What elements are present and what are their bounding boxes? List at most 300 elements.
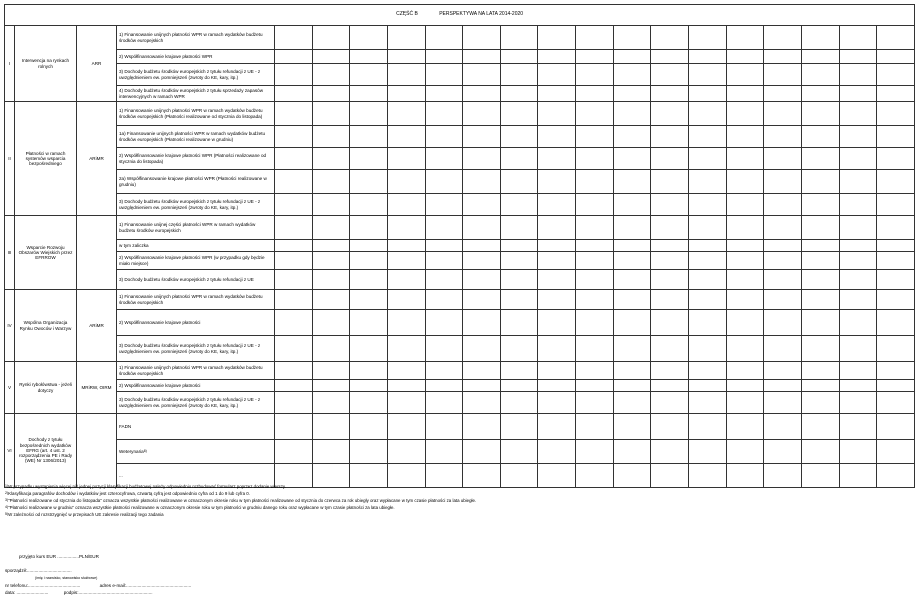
value-cell[interactable] xyxy=(538,126,576,148)
value-cell[interactable] xyxy=(538,362,576,380)
value-cell[interactable] xyxy=(576,194,614,216)
value-cell[interactable] xyxy=(576,86,614,102)
value-cell[interactable] xyxy=(538,252,576,270)
value-cell[interactable] xyxy=(350,440,388,464)
value-cell[interactable] xyxy=(312,148,350,170)
value-cell[interactable] xyxy=(613,310,651,336)
value-cell[interactable] xyxy=(689,440,727,464)
value-cell[interactable] xyxy=(877,86,915,102)
value-cell[interactable] xyxy=(613,252,651,270)
value-cell[interactable] xyxy=(689,126,727,148)
value-cell[interactable] xyxy=(312,336,350,362)
value-cell[interactable] xyxy=(463,216,501,240)
value-cell[interactable] xyxy=(839,336,877,362)
value-cell[interactable] xyxy=(500,216,538,240)
value-cell[interactable] xyxy=(651,64,689,86)
value-cell[interactable] xyxy=(463,252,501,270)
value-cell[interactable] xyxy=(500,50,538,64)
value-cell[interactable] xyxy=(538,440,576,464)
value-cell[interactable] xyxy=(764,290,802,310)
value-cell[interactable] xyxy=(726,392,764,414)
value-cell[interactable] xyxy=(801,148,839,170)
value-cell[interactable] xyxy=(651,170,689,194)
value-cell[interactable] xyxy=(387,102,425,126)
value-cell[interactable] xyxy=(877,440,915,464)
value-cell[interactable] xyxy=(275,64,313,86)
value-cell[interactable] xyxy=(350,414,388,440)
value-cell[interactable] xyxy=(726,440,764,464)
value-cell[interactable] xyxy=(463,26,501,50)
value-cell[interactable] xyxy=(425,392,463,414)
value-cell[interactable] xyxy=(839,86,877,102)
value-cell[interactable] xyxy=(877,194,915,216)
value-cell[interactable] xyxy=(312,252,350,270)
value-cell[interactable] xyxy=(463,50,501,64)
value-cell[interactable] xyxy=(689,290,727,310)
value-cell[interactable] xyxy=(463,392,501,414)
value-cell[interactable] xyxy=(801,86,839,102)
value-cell[interactable] xyxy=(350,336,388,362)
value-cell[interactable] xyxy=(463,380,501,392)
value-cell[interactable] xyxy=(387,336,425,362)
value-cell[interactable] xyxy=(350,102,388,126)
value-cell[interactable] xyxy=(726,86,764,102)
value-cell[interactable] xyxy=(576,126,614,148)
value-cell[interactable] xyxy=(387,380,425,392)
value-cell[interactable] xyxy=(463,194,501,216)
value-cell[interactable] xyxy=(387,26,425,50)
value-cell[interactable] xyxy=(312,126,350,148)
value-cell[interactable] xyxy=(387,392,425,414)
value-cell[interactable] xyxy=(613,362,651,380)
value-cell[interactable] xyxy=(613,216,651,240)
value-cell[interactable] xyxy=(538,290,576,310)
value-cell[interactable] xyxy=(275,440,313,464)
value-cell[interactable] xyxy=(500,290,538,310)
value-cell[interactable] xyxy=(463,270,501,290)
value-cell[interactable] xyxy=(463,362,501,380)
value-cell[interactable] xyxy=(538,414,576,440)
value-cell[interactable] xyxy=(387,148,425,170)
value-cell[interactable] xyxy=(500,170,538,194)
value-cell[interactable] xyxy=(350,310,388,336)
value-cell[interactable] xyxy=(500,414,538,440)
value-cell[interactable] xyxy=(651,26,689,50)
value-cell[interactable] xyxy=(764,240,802,252)
value-cell[interactable] xyxy=(689,194,727,216)
value-cell[interactable] xyxy=(387,270,425,290)
value-cell[interactable] xyxy=(463,102,501,126)
value-cell[interactable] xyxy=(801,240,839,252)
value-cell[interactable] xyxy=(538,148,576,170)
value-cell[interactable] xyxy=(312,310,350,336)
value-cell[interactable] xyxy=(764,126,802,148)
value-cell[interactable] xyxy=(726,216,764,240)
value-cell[interactable] xyxy=(425,240,463,252)
value-cell[interactable] xyxy=(764,440,802,464)
value-cell[interactable] xyxy=(651,310,689,336)
value-cell[interactable] xyxy=(689,64,727,86)
value-cell[interactable] xyxy=(651,336,689,362)
value-cell[interactable] xyxy=(801,170,839,194)
value-cell[interactable] xyxy=(312,380,350,392)
value-cell[interactable] xyxy=(350,148,388,170)
value-cell[interactable] xyxy=(726,126,764,148)
value-cell[interactable] xyxy=(275,26,313,50)
value-cell[interactable] xyxy=(839,148,877,170)
value-cell[interactable] xyxy=(576,362,614,380)
value-cell[interactable] xyxy=(651,270,689,290)
value-cell[interactable] xyxy=(350,362,388,380)
value-cell[interactable] xyxy=(312,216,350,240)
value-cell[interactable] xyxy=(651,148,689,170)
value-cell[interactable] xyxy=(425,216,463,240)
value-cell[interactable] xyxy=(839,440,877,464)
value-cell[interactable] xyxy=(500,252,538,270)
value-cell[interactable] xyxy=(726,170,764,194)
value-cell[interactable] xyxy=(350,50,388,64)
value-cell[interactable] xyxy=(839,310,877,336)
value-cell[interactable] xyxy=(500,64,538,86)
value-cell[interactable] xyxy=(275,362,313,380)
value-cell[interactable] xyxy=(425,310,463,336)
value-cell[interactable] xyxy=(387,50,425,64)
value-cell[interactable] xyxy=(839,392,877,414)
value-cell[interactable] xyxy=(651,194,689,216)
value-cell[interactable] xyxy=(425,270,463,290)
value-cell[interactable] xyxy=(839,290,877,310)
value-cell[interactable] xyxy=(689,310,727,336)
value-cell[interactable] xyxy=(613,86,651,102)
value-cell[interactable] xyxy=(538,86,576,102)
value-cell[interactable] xyxy=(651,414,689,440)
value-cell[interactable] xyxy=(613,170,651,194)
value-cell[interactable] xyxy=(689,148,727,170)
value-cell[interactable] xyxy=(651,440,689,464)
value-cell[interactable] xyxy=(350,252,388,270)
value-cell[interactable] xyxy=(764,194,802,216)
value-cell[interactable] xyxy=(350,216,388,240)
value-cell[interactable] xyxy=(613,126,651,148)
value-cell[interactable] xyxy=(500,392,538,414)
value-cell[interactable] xyxy=(425,380,463,392)
value-cell[interactable] xyxy=(877,170,915,194)
value-cell[interactable] xyxy=(576,102,614,126)
value-cell[interactable] xyxy=(463,126,501,148)
value-cell[interactable] xyxy=(425,64,463,86)
value-cell[interactable] xyxy=(576,170,614,194)
value-cell[interactable] xyxy=(387,440,425,464)
value-cell[interactable] xyxy=(576,310,614,336)
value-cell[interactable] xyxy=(275,170,313,194)
value-cell[interactable] xyxy=(764,170,802,194)
value-cell[interactable] xyxy=(801,392,839,414)
value-cell[interactable] xyxy=(350,86,388,102)
value-cell[interactable] xyxy=(500,310,538,336)
value-cell[interactable] xyxy=(350,270,388,290)
value-cell[interactable] xyxy=(839,170,877,194)
value-cell[interactable] xyxy=(877,380,915,392)
value-cell[interactable] xyxy=(726,362,764,380)
value-cell[interactable] xyxy=(312,362,350,380)
value-cell[interactable] xyxy=(726,252,764,270)
value-cell[interactable] xyxy=(312,64,350,86)
value-cell[interactable] xyxy=(463,240,501,252)
value-cell[interactable] xyxy=(312,392,350,414)
value-cell[interactable] xyxy=(839,362,877,380)
value-cell[interactable] xyxy=(877,102,915,126)
value-cell[interactable] xyxy=(689,216,727,240)
value-cell[interactable] xyxy=(613,290,651,310)
value-cell[interactable] xyxy=(877,310,915,336)
value-cell[interactable] xyxy=(726,336,764,362)
value-cell[interactable] xyxy=(538,392,576,414)
value-cell[interactable] xyxy=(689,240,727,252)
value-cell[interactable] xyxy=(463,310,501,336)
value-cell[interactable] xyxy=(877,392,915,414)
value-cell[interactable] xyxy=(500,440,538,464)
value-cell[interactable] xyxy=(613,64,651,86)
value-cell[interactable] xyxy=(651,102,689,126)
value-cell[interactable] xyxy=(839,64,877,86)
value-cell[interactable] xyxy=(801,270,839,290)
value-cell[interactable] xyxy=(613,414,651,440)
value-cell[interactable] xyxy=(726,310,764,336)
value-cell[interactable] xyxy=(350,170,388,194)
value-cell[interactable] xyxy=(613,440,651,464)
value-cell[interactable] xyxy=(500,362,538,380)
value-cell[interactable] xyxy=(275,102,313,126)
value-cell[interactable] xyxy=(538,240,576,252)
value-cell[interactable] xyxy=(839,50,877,64)
value-cell[interactable] xyxy=(613,148,651,170)
value-cell[interactable] xyxy=(463,86,501,102)
value-cell[interactable] xyxy=(387,240,425,252)
value-cell[interactable] xyxy=(801,362,839,380)
value-cell[interactable] xyxy=(764,380,802,392)
value-cell[interactable] xyxy=(500,270,538,290)
value-cell[interactable] xyxy=(651,252,689,270)
value-cell[interactable] xyxy=(350,26,388,50)
value-cell[interactable] xyxy=(500,336,538,362)
value-cell[interactable] xyxy=(275,290,313,310)
value-cell[interactable] xyxy=(726,194,764,216)
value-cell[interactable] xyxy=(576,216,614,240)
value-cell[interactable] xyxy=(801,194,839,216)
value-cell[interactable] xyxy=(387,414,425,440)
value-cell[interactable] xyxy=(576,414,614,440)
value-cell[interactable] xyxy=(500,86,538,102)
value-cell[interactable] xyxy=(387,216,425,240)
value-cell[interactable] xyxy=(538,26,576,50)
value-cell[interactable] xyxy=(651,50,689,64)
value-cell[interactable] xyxy=(538,170,576,194)
value-cell[interactable] xyxy=(425,26,463,50)
value-cell[interactable] xyxy=(801,310,839,336)
value-cell[interactable] xyxy=(689,362,727,380)
value-cell[interactable] xyxy=(839,414,877,440)
value-cell[interactable] xyxy=(877,240,915,252)
value-cell[interactable] xyxy=(500,102,538,126)
value-cell[interactable] xyxy=(613,194,651,216)
value-cell[interactable] xyxy=(764,362,802,380)
value-cell[interactable] xyxy=(801,64,839,86)
value-cell[interactable] xyxy=(350,64,388,86)
value-cell[interactable] xyxy=(689,380,727,392)
value-cell[interactable] xyxy=(576,148,614,170)
value-cell[interactable] xyxy=(839,270,877,290)
value-cell[interactable] xyxy=(839,102,877,126)
value-cell[interactable] xyxy=(651,362,689,380)
value-cell[interactable] xyxy=(275,148,313,170)
value-cell[interactable] xyxy=(877,290,915,310)
value-cell[interactable] xyxy=(538,380,576,392)
value-cell[interactable] xyxy=(764,86,802,102)
value-cell[interactable] xyxy=(350,240,388,252)
value-cell[interactable] xyxy=(538,102,576,126)
value-cell[interactable] xyxy=(312,270,350,290)
value-cell[interactable] xyxy=(538,216,576,240)
value-cell[interactable] xyxy=(538,64,576,86)
value-cell[interactable] xyxy=(350,126,388,148)
value-cell[interactable] xyxy=(275,270,313,290)
value-cell[interactable] xyxy=(463,414,501,440)
value-cell[interactable] xyxy=(387,126,425,148)
value-cell[interactable] xyxy=(613,26,651,50)
value-cell[interactable] xyxy=(613,102,651,126)
value-cell[interactable] xyxy=(801,440,839,464)
value-cell[interactable] xyxy=(726,414,764,440)
value-cell[interactable] xyxy=(312,102,350,126)
value-cell[interactable] xyxy=(312,240,350,252)
value-cell[interactable] xyxy=(463,148,501,170)
value-cell[interactable] xyxy=(689,170,727,194)
value-cell[interactable] xyxy=(877,270,915,290)
value-cell[interactable] xyxy=(726,240,764,252)
value-cell[interactable] xyxy=(651,392,689,414)
value-cell[interactable] xyxy=(613,240,651,252)
value-cell[interactable] xyxy=(425,290,463,310)
value-cell[interactable] xyxy=(726,64,764,86)
value-cell[interactable] xyxy=(764,102,802,126)
value-cell[interactable] xyxy=(613,336,651,362)
value-cell[interactable] xyxy=(651,380,689,392)
value-cell[interactable] xyxy=(275,126,313,148)
value-cell[interactable] xyxy=(425,252,463,270)
value-cell[interactable] xyxy=(764,392,802,414)
value-cell[interactable] xyxy=(764,414,802,440)
value-cell[interactable] xyxy=(877,148,915,170)
value-cell[interactable] xyxy=(764,50,802,64)
value-cell[interactable] xyxy=(387,252,425,270)
value-cell[interactable] xyxy=(576,64,614,86)
value-cell[interactable] xyxy=(801,216,839,240)
value-cell[interactable] xyxy=(312,86,350,102)
value-cell[interactable] xyxy=(801,414,839,440)
value-cell[interactable] xyxy=(425,414,463,440)
value-cell[interactable] xyxy=(877,252,915,270)
value-cell[interactable] xyxy=(576,240,614,252)
value-cell[interactable] xyxy=(764,26,802,50)
value-cell[interactable] xyxy=(538,194,576,216)
value-cell[interactable] xyxy=(312,26,350,50)
value-cell[interactable] xyxy=(350,392,388,414)
value-cell[interactable] xyxy=(387,64,425,86)
value-cell[interactable] xyxy=(425,102,463,126)
value-cell[interactable] xyxy=(839,240,877,252)
value-cell[interactable] xyxy=(877,50,915,64)
value-cell[interactable] xyxy=(726,380,764,392)
value-cell[interactable] xyxy=(576,252,614,270)
value-cell[interactable] xyxy=(801,102,839,126)
value-cell[interactable] xyxy=(689,86,727,102)
value-cell[interactable] xyxy=(425,86,463,102)
value-cell[interactable] xyxy=(877,362,915,380)
value-cell[interactable] xyxy=(651,240,689,252)
value-cell[interactable] xyxy=(425,362,463,380)
value-cell[interactable] xyxy=(689,270,727,290)
value-cell[interactable] xyxy=(387,362,425,380)
value-cell[interactable] xyxy=(425,170,463,194)
value-cell[interactable] xyxy=(613,392,651,414)
value-cell[interactable] xyxy=(463,290,501,310)
value-cell[interactable] xyxy=(463,336,501,362)
value-cell[interactable] xyxy=(689,336,727,362)
value-cell[interactable] xyxy=(801,290,839,310)
value-cell[interactable] xyxy=(275,240,313,252)
value-cell[interactable] xyxy=(726,50,764,64)
value-cell[interactable] xyxy=(312,440,350,464)
value-cell[interactable] xyxy=(726,102,764,126)
value-cell[interactable] xyxy=(312,194,350,216)
value-cell[interactable] xyxy=(613,50,651,64)
value-cell[interactable] xyxy=(275,380,313,392)
value-cell[interactable] xyxy=(275,86,313,102)
value-cell[interactable] xyxy=(651,86,689,102)
value-cell[interactable] xyxy=(576,270,614,290)
value-cell[interactable] xyxy=(275,216,313,240)
value-cell[interactable] xyxy=(576,290,614,310)
value-cell[interactable] xyxy=(350,380,388,392)
value-cell[interactable] xyxy=(387,310,425,336)
value-cell[interactable] xyxy=(764,310,802,336)
value-cell[interactable] xyxy=(463,440,501,464)
value-cell[interactable] xyxy=(689,414,727,440)
value-cell[interactable] xyxy=(726,148,764,170)
value-cell[interactable] xyxy=(387,170,425,194)
value-cell[interactable] xyxy=(839,194,877,216)
value-cell[interactable] xyxy=(312,170,350,194)
value-cell[interactable] xyxy=(500,194,538,216)
value-cell[interactable] xyxy=(726,290,764,310)
value-cell[interactable] xyxy=(764,216,802,240)
value-cell[interactable] xyxy=(689,26,727,50)
value-cell[interactable] xyxy=(801,50,839,64)
value-cell[interactable] xyxy=(839,380,877,392)
value-cell[interactable] xyxy=(801,126,839,148)
value-cell[interactable] xyxy=(764,252,802,270)
value-cell[interactable] xyxy=(425,50,463,64)
value-cell[interactable] xyxy=(801,380,839,392)
value-cell[interactable] xyxy=(275,194,313,216)
value-cell[interactable] xyxy=(500,380,538,392)
value-cell[interactable] xyxy=(312,50,350,64)
value-cell[interactable] xyxy=(576,336,614,362)
value-cell[interactable] xyxy=(463,170,501,194)
value-cell[interactable] xyxy=(764,336,802,362)
value-cell[interactable] xyxy=(538,336,576,362)
value-cell[interactable] xyxy=(387,290,425,310)
